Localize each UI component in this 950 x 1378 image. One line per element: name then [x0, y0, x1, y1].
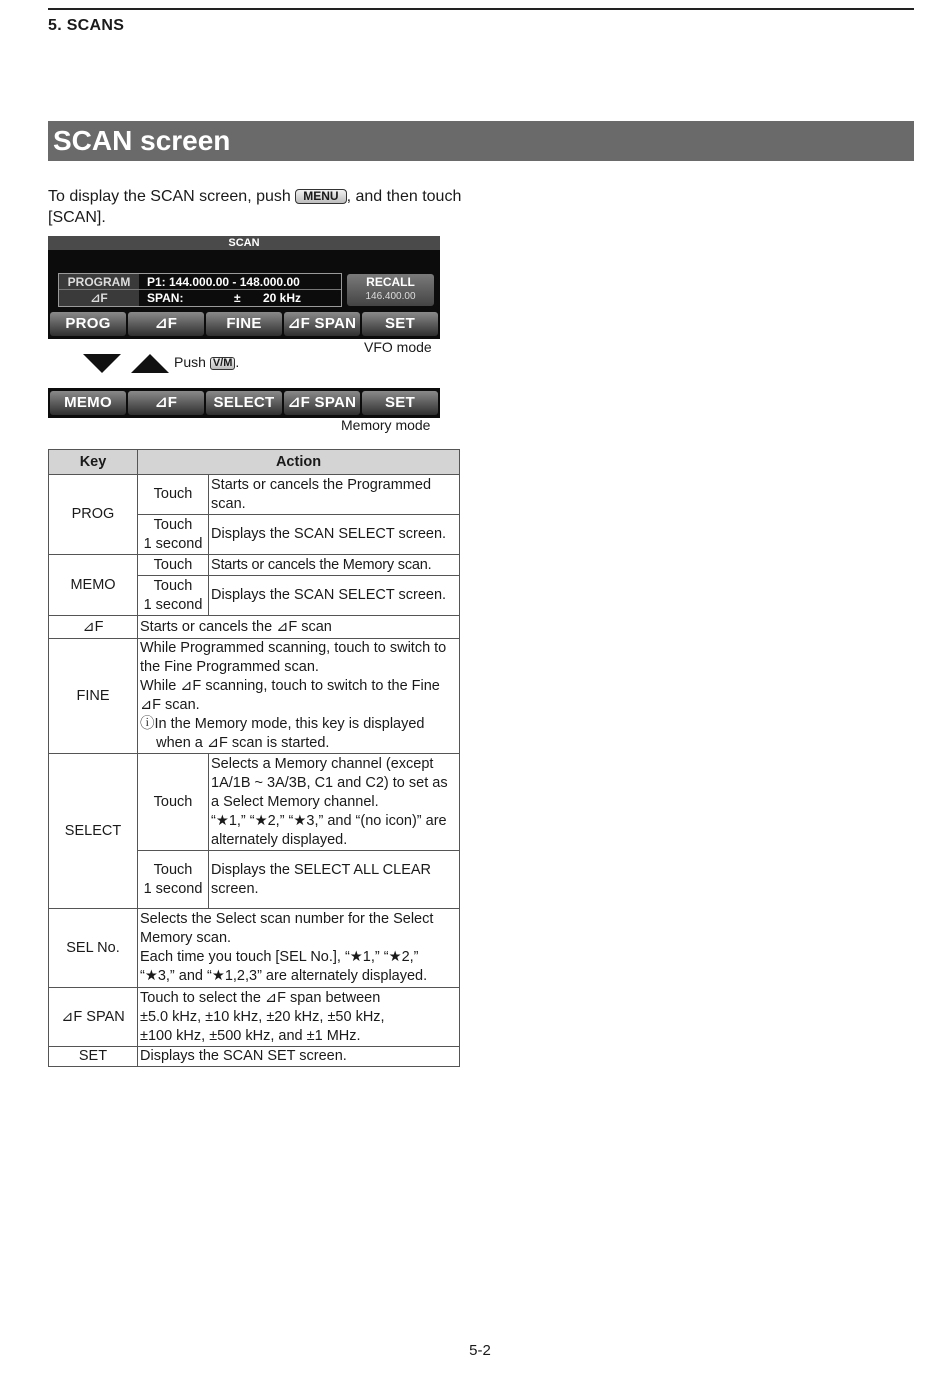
fine-action-cell	[138, 639, 460, 754]
prog-touch-action: Starts or cancels the Programmed scan.	[209, 475, 460, 515]
header-rule	[48, 8, 914, 10]
key-select: SELECT	[49, 754, 138, 909]
key-fine: FINE	[49, 639, 138, 754]
key-set: SET	[49, 1047, 138, 1067]
prog-button[interactable]: PROG	[50, 312, 126, 336]
span-plusminus: ±	[234, 291, 241, 305]
intro-paragraph	[48, 186, 468, 228]
fine-action: While Programmed scanning, touch to switch to the Fine Programmed scan. While ⊿F scanning, touch to switch to the Fine ⊿F scan.	[140, 640, 447, 713]
intro-text-before: To display the SCAN screen, push	[48, 188, 296, 205]
table-row	[49, 988, 460, 1047]
memo-touch-action: Starts or cancels the Memory scan.	[209, 555, 460, 576]
memo-touch-1s-action: Displays the SCAN SELECT screen.	[209, 576, 460, 616]
key-memo: MEMO	[49, 555, 138, 616]
recall-button[interactable]	[347, 274, 434, 306]
vfo-button-row	[48, 309, 440, 339]
arrow-up-icon	[131, 354, 169, 373]
program-range: P1: 144.000.00 - 148.000.00	[147, 275, 300, 289]
header-key: Key	[49, 450, 138, 475]
table-header-row	[49, 450, 460, 475]
touch-type: Touch	[138, 475, 209, 515]
screen-title: SCAN	[48, 236, 440, 250]
delta-f-button[interactable]: ⊿F	[128, 312, 204, 336]
push-vm-note	[174, 354, 239, 370]
set-button[interactable]: SET	[362, 312, 438, 336]
delta-f-label: ⊿F	[59, 290, 139, 306]
section-title: SCAN screen	[53, 125, 231, 156]
recall-frequency: 146.400.00	[365, 291, 416, 302]
prog-touch-1s-action: Displays the SCAN SELECT screen.	[209, 515, 460, 555]
touch-1s-type: Touch 1 second	[138, 851, 209, 909]
key-delta-f: ⊿F	[49, 616, 138, 639]
set-action: Displays the SCAN SET screen.	[138, 1047, 460, 1067]
touch-type: Touch	[138, 754, 209, 851]
recall-label: RECALL	[366, 275, 415, 289]
fine-note: ⓘIn the Memory mode, this key is displayed when a ⊿F scan is started.	[140, 716, 425, 751]
table-row	[49, 616, 460, 639]
push-suffix: .	[235, 354, 240, 370]
touch-type: Touch	[138, 555, 209, 576]
page-number: 5-2	[469, 1342, 491, 1359]
table-row	[49, 1047, 460, 1067]
memo-button[interactable]: MEMO	[50, 391, 126, 415]
push-text: Push	[174, 354, 210, 370]
touch-1s-type: Touch 1 second	[138, 515, 209, 555]
vfo-mode-caption: VFO mode	[364, 339, 432, 355]
program-label: PROGRAM	[59, 274, 139, 289]
delta-f-action: Starts or cancels the ⊿F scan	[138, 616, 460, 639]
table-row	[49, 909, 460, 988]
scan-info-box	[58, 273, 342, 307]
intro-text-after: , and then touch [SCAN].	[48, 188, 462, 226]
set-button-memory[interactable]: SET	[362, 391, 438, 415]
program-row	[59, 274, 341, 290]
memory-mode-caption: Memory mode	[341, 417, 431, 433]
table-row	[49, 754, 460, 851]
table-row	[49, 555, 460, 576]
key-action-table	[48, 449, 460, 1067]
section-banner	[48, 121, 914, 161]
table-row	[49, 475, 460, 515]
span-row	[59, 290, 341, 306]
vm-key: V/M	[210, 357, 236, 370]
delta-f-button-memory[interactable]: ⊿F	[128, 391, 204, 415]
select-button[interactable]: SELECT	[206, 391, 282, 415]
key-prog: PROG	[49, 475, 138, 555]
menu-key: MENU	[295, 189, 346, 204]
delta-f-span-button[interactable]: ⊿F SPAN	[284, 312, 360, 336]
key-sel-no: SEL No.	[49, 909, 138, 988]
select-touch-1s-action: Displays the SELECT ALL CLEAR screen.	[209, 851, 460, 909]
header-action: Action	[138, 450, 460, 475]
fine-button[interactable]: FINE	[206, 312, 282, 336]
arrow-down-icon	[83, 354, 121, 373]
select-touch-action: Selects a Memory channel (except 1A/1B ~ 3A/3B, C1 and C2) to set as a Select Memory channel. “★1,” “★2,” “★3,” and “(no icon)” are alternately displayed.	[209, 754, 460, 851]
chapter-heading: 5. SCANS	[48, 17, 125, 34]
span-label: SPAN:	[147, 291, 184, 305]
memory-button-row	[48, 388, 440, 418]
table-row	[49, 639, 460, 754]
delta-f-span-action: Touch to select the ⊿F span between ±5.0 kHz, ±10 kHz, ±20 kHz, ±50 kHz, ±100 kHz, ±500 kHz, and ±1 MHz.	[138, 988, 460, 1047]
span-value: 20 kHz	[263, 291, 302, 305]
sel-no-action: Selects the Select scan number for the Select Memory scan. Each time you touch [SEL No.], “★1,” “★2,” “★3,” and “★1,2,3” are alternately displayed.	[138, 909, 460, 988]
touch-1s-type: Touch 1 second	[138, 576, 209, 616]
delta-f-span-button-memory[interactable]: ⊿F SPAN	[284, 391, 360, 415]
key-delta-f-span: ⊿F SPAN	[49, 988, 138, 1047]
